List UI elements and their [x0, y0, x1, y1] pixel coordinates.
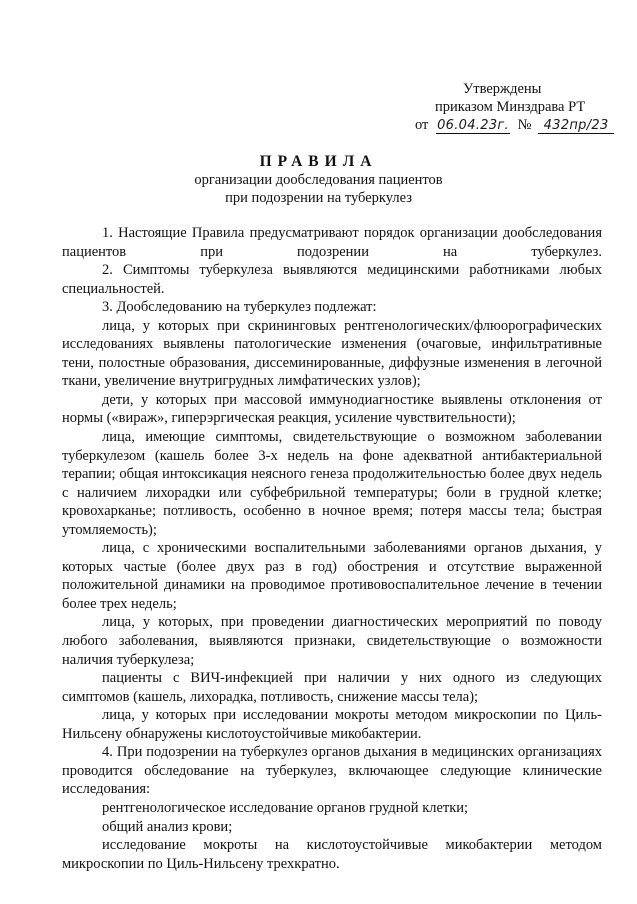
approval-from-label: от: [415, 117, 429, 133]
paragraph-2: 2. Симптомы туберкулеза выявляются медицинскими работниками любых специальностей.: [62, 262, 602, 297]
subtitle-line: организации дообследования пациентов: [194, 172, 443, 188]
paragraph-1: 1. Настоящие Правила предусматривают порядок организации дообследования пациентов при подозрении на туберкулез.: [62, 225, 602, 260]
list-item-children: дети, у которых при массовой иммунодиагностике выявлены отклонения от нормы («вираж», гиперэргическая реакция, усиление чувствительности);: [62, 391, 602, 427]
list-item-diagnostic: лица, у которых, при проведении диагностических мероприятий по поводу любого заболевания, выявляются признаки, свидетельствующие о возможности наличия туберкулеза;: [62, 614, 602, 668]
list-item-chronic: лица, с хроническими воспалительными заболеваниями органов дыхания, у которых частые (более двух раз в год) обострения и отсутствие выраженной положительной динамики на проводимое противовоспалительное лечение в течении более трех недель;: [62, 540, 602, 612]
approval-line-date-number: [415, 116, 625, 134]
approval-line-order: приказом Минздрава РТ: [435, 99, 586, 115]
approval-block: [415, 80, 625, 134]
list-item-symptoms: лица, имеющие симптомы, свидетельствующие о возможном заболевании туберкулезом (кашель более 3-х недель на фоне адекватной антибактериальной терапии; общая интоксикация неясного генеза продолжительностью более двух недель с наличием лихорадки или субфебрильной температуры; боли в грудной клетке; кровохарканье; потливость, особенно в ночное время; потеря массы тела; быстрая утомляемость);: [62, 429, 602, 538]
list-item-screening: лица, у которых при скрининговых рентгенологических/флюорографических исследованиях выявлены патологические изменения (очаговые, инфильтративные тени, полостные образования, диссеминированные, диффузные изменения в легочной ткани, увеличение внутригрудных лимфатических узлов);: [62, 317, 602, 390]
approval-line-approved: Утверждены: [463, 81, 542, 97]
subtitle-line: при подозрении на туберкулез: [225, 190, 412, 206]
list-item-hiv: пациенты с ВИЧ-инфекцией при наличии у них одного из следующих симптомов (кашель, лихорадка, потливость, снижение массы тела);: [62, 670, 602, 705]
exam-item-sputum: исследование мокроты на кислотоустойчивые микобактерии методом микроскопии по Циль-Нильсену трехкратно.: [62, 837, 602, 872]
handwritten-date: 06.04.23г.: [437, 118, 509, 133]
document-title: ПРАВИЛА: [259, 153, 378, 170]
paragraph-4: 4. При подозрении на туберкулез органов дыхания в медицинских организациях проводится обследование на туберкулез, включающее следующие клинические исследования:: [62, 744, 602, 798]
handwritten-order-number: 432пр/23: [538, 118, 614, 134]
document-subtitle: [0, 171, 637, 207]
list-item-sputum: лица, у которых при исследовании мокроты методом микроскопии по Циль-Нильсену обнаружены кислотоустойчивые микобактерии.: [62, 707, 602, 742]
exam-item-xray: рентгенологическое исследование органов грудной клетки;: [102, 799, 469, 816]
paragraph-3: 3. Дообследованию на туберкулез подлежат:: [102, 299, 377, 316]
document-body: [62, 224, 602, 873]
approval-number-label: №: [517, 117, 532, 133]
exam-item-blood: общий анализ крови;: [102, 818, 233, 835]
